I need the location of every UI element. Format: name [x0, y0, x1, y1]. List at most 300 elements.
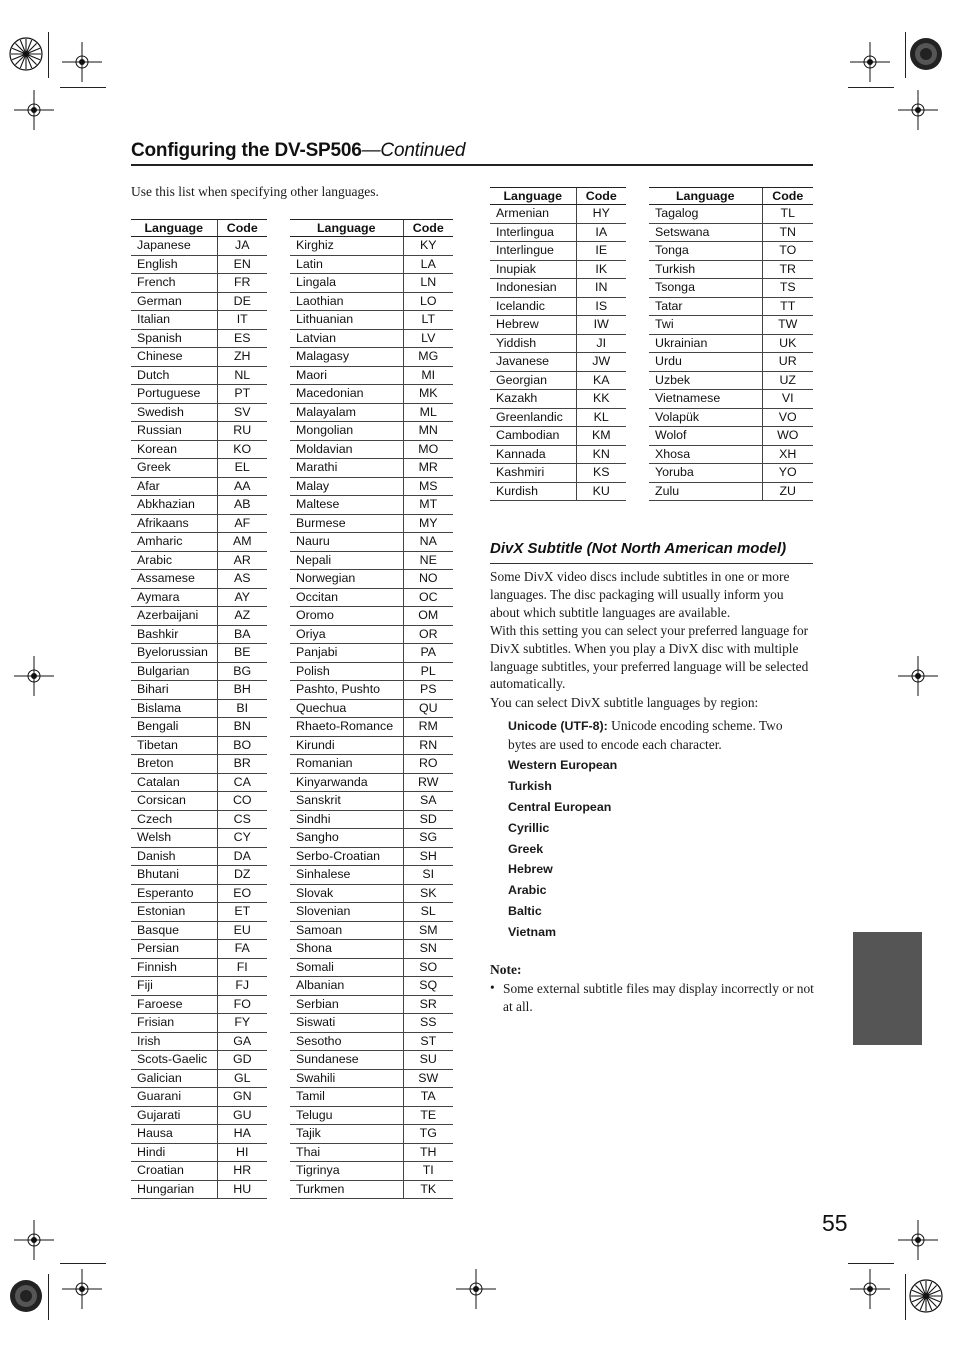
language-name: Basque [131, 921, 217, 940]
crosshair-icon [62, 42, 102, 82]
language-code: UZ [762, 371, 813, 390]
table-row [131, 995, 267, 1014]
language-code: PL [403, 662, 453, 681]
table-row [490, 205, 626, 224]
table-row [290, 422, 453, 441]
table-row [131, 644, 267, 663]
language-code: LT [403, 311, 453, 330]
table-row [290, 514, 453, 533]
language-code: MY [403, 514, 453, 533]
language-code-table [490, 187, 626, 501]
language-name: Maori [290, 366, 403, 385]
language-name: Sanskrit [290, 792, 403, 811]
language-name: Tatar [649, 297, 762, 316]
language-code: TT [762, 297, 813, 316]
table-row [649, 445, 813, 464]
language-name: Slovak [290, 884, 403, 903]
language-name: Kurdish [490, 482, 576, 501]
language-name: Persian [131, 940, 217, 959]
language-name: Japanese [131, 237, 217, 256]
language-name: Hindi [131, 1143, 217, 1162]
language-name: Interlingua [490, 223, 576, 242]
language-code: QU [403, 699, 453, 718]
language-name: Tagalog [649, 205, 762, 224]
language-code: DA [217, 847, 267, 866]
region-item: Hebrew [508, 862, 553, 876]
language-code: EL [217, 459, 267, 478]
language-code: KN [576, 445, 626, 464]
table-row [131, 903, 267, 922]
language-code: GA [217, 1032, 267, 1051]
table-row [131, 1106, 267, 1125]
language-code: AR [217, 551, 267, 570]
paragraph: You can select DivX subtitle languages by region: [490, 695, 759, 710]
language-code: TL [762, 205, 813, 224]
language-code: HA [217, 1125, 267, 1144]
language-code: WO [762, 427, 813, 446]
language-name: Aymara [131, 588, 217, 607]
language-code: KS [576, 464, 626, 483]
table-row [290, 1051, 453, 1070]
column-header-code: Code [403, 220, 453, 237]
table-row [131, 755, 267, 774]
language-name: Latvian [290, 329, 403, 348]
language-code: CY [217, 829, 267, 848]
table-row [290, 1162, 453, 1181]
column-header-language: Language [131, 220, 217, 237]
language-code: DE [217, 292, 267, 311]
table-row [290, 1069, 453, 1088]
table-row [290, 274, 453, 293]
region-item: Central European [508, 800, 612, 814]
language-code: SW [403, 1069, 453, 1088]
language-name: Chinese [131, 348, 217, 367]
table-row [490, 371, 626, 390]
language-name: Esperanto [131, 884, 217, 903]
language-name: Czech [131, 810, 217, 829]
language-code: ML [403, 403, 453, 422]
table-row [131, 681, 267, 700]
language-name: English [131, 255, 217, 274]
language-code: MN [403, 422, 453, 441]
table-row [490, 316, 626, 335]
language-name: Lithuanian [290, 311, 403, 330]
language-code: MT [403, 496, 453, 515]
language-code: FO [217, 995, 267, 1014]
note-text: Some external subtitle files may display incorrectly or not at all. [503, 981, 814, 1014]
section-rule [490, 563, 813, 564]
language-code: BE [217, 644, 267, 663]
language-name: Serbian [290, 995, 403, 1014]
table-row [131, 570, 267, 589]
language-code: BG [217, 662, 267, 681]
table-row [490, 445, 626, 464]
language-code: SV [217, 403, 267, 422]
heading-rule [131, 164, 813, 166]
language-code: ET [217, 903, 267, 922]
language-code: AM [217, 533, 267, 552]
table-row [290, 570, 453, 589]
table-row [649, 427, 813, 446]
language-code: SG [403, 829, 453, 848]
table-row [131, 921, 267, 940]
language-name: Turkmen [290, 1180, 403, 1199]
table-row [290, 755, 453, 774]
table-row [290, 551, 453, 570]
language-name: Dutch [131, 366, 217, 385]
language-name: Somali [290, 958, 403, 977]
table-row [649, 390, 813, 409]
language-name: Yiddish [490, 334, 576, 353]
language-code: JI [576, 334, 626, 353]
language-name: Bengali [131, 718, 217, 737]
column-header-language: Language [490, 188, 576, 205]
language-name: Marathi [290, 459, 403, 478]
language-code: BN [217, 718, 267, 737]
language-code: TR [762, 260, 813, 279]
language-name: Arabic [131, 551, 217, 570]
language-name: French [131, 274, 217, 293]
language-name: Kashmiri [490, 464, 576, 483]
column-header-code: Code [217, 220, 267, 237]
crosshair-icon [14, 90, 54, 130]
crop-line [905, 1274, 906, 1320]
language-code: SQ [403, 977, 453, 996]
table-row [131, 496, 267, 515]
language-name: Laothian [290, 292, 403, 311]
crop-line [60, 87, 106, 88]
language-name: Turkish [649, 260, 762, 279]
table-row [131, 366, 267, 385]
table-row [131, 718, 267, 737]
table-row [290, 977, 453, 996]
region-item: Arabic [508, 883, 547, 897]
language-code: CO [217, 792, 267, 811]
language-name: Kirundi [290, 736, 403, 755]
table-row [131, 422, 267, 441]
table-row [131, 255, 267, 274]
language-name: Tsonga [649, 279, 762, 298]
language-code: BI [217, 699, 267, 718]
language-name: Afrikaans [131, 514, 217, 533]
language-name: Armenian [490, 205, 576, 224]
region-item: Vietnam [508, 925, 556, 939]
language-name: Welsh [131, 829, 217, 848]
language-name: Burmese [290, 514, 403, 533]
table-row [131, 1014, 267, 1033]
table-row [131, 1069, 267, 1088]
crosshair-icon [898, 90, 938, 130]
table-row [290, 292, 453, 311]
registration-rosette-icon [909, 1279, 943, 1313]
table-row [131, 1051, 267, 1070]
language-name: Interlingue [490, 242, 576, 261]
region-item: Baltic [508, 904, 542, 918]
language-name: Macedonian [290, 385, 403, 404]
language-code: OR [403, 625, 453, 644]
language-code: GN [217, 1088, 267, 1107]
language-name: Norwegian [290, 570, 403, 589]
language-name: Breton [131, 755, 217, 774]
registration-rosette-icon [9, 1279, 43, 1313]
language-name: Zulu [649, 482, 762, 501]
unicode-description: Unicode encoding scheme. Two bytes are used to encode each character. [508, 718, 783, 752]
language-name: Sindhi [290, 810, 403, 829]
language-name: Maltese [290, 496, 403, 515]
table-row [131, 348, 267, 367]
language-code: RM [403, 718, 453, 737]
language-name: Bulgarian [131, 662, 217, 681]
section-title: DivX Subtitle (Not North American model) [490, 540, 787, 557]
crosshair-icon [850, 42, 890, 82]
table-row [290, 385, 453, 404]
language-code: JA [217, 237, 267, 256]
language-code: KL [576, 408, 626, 427]
language-code: KU [576, 482, 626, 501]
language-name: Volapük [649, 408, 762, 427]
table-row [290, 829, 453, 848]
language-name: Urdu [649, 353, 762, 372]
table-row [290, 681, 453, 700]
language-name: Siswati [290, 1014, 403, 1033]
table-row [290, 625, 453, 644]
table-row [131, 940, 267, 959]
language-name: Lingala [290, 274, 403, 293]
table-row [131, 551, 267, 570]
language-code: DZ [217, 866, 267, 885]
language-code: HU [217, 1180, 267, 1199]
language-code: KO [217, 440, 267, 459]
language-name: Yoruba [649, 464, 762, 483]
language-code: TA [403, 1088, 453, 1107]
language-code: BR [217, 755, 267, 774]
language-code: CA [217, 773, 267, 792]
language-code-table [290, 219, 453, 1199]
crop-line [48, 1274, 49, 1320]
crosshair-icon [898, 656, 938, 696]
language-code: AZ [217, 607, 267, 626]
table-row [131, 329, 267, 348]
table-row [131, 588, 267, 607]
language-code: ST [403, 1032, 453, 1051]
language-name: Malay [290, 477, 403, 496]
table-row [290, 403, 453, 422]
language-name: Occitan [290, 588, 403, 607]
language-code: MO [403, 440, 453, 459]
registration-rosette-icon [9, 37, 43, 71]
column-header-code: Code [576, 188, 626, 205]
table-row [290, 1180, 453, 1199]
language-name: Oromo [290, 607, 403, 626]
crop-line [60, 1263, 106, 1264]
table-row [290, 847, 453, 866]
language-name: Malayalam [290, 403, 403, 422]
language-name: Icelandic [490, 297, 576, 316]
table-row [490, 482, 626, 501]
language-name: Finnish [131, 958, 217, 977]
table-row [131, 977, 267, 996]
language-code: VI [762, 390, 813, 409]
language-code: SK [403, 884, 453, 903]
language-name: Nauru [290, 533, 403, 552]
table-row [290, 311, 453, 330]
table-row [131, 1032, 267, 1051]
language-code: JW [576, 353, 626, 372]
region-item: Turkish [508, 779, 552, 793]
language-code: BO [217, 736, 267, 755]
language-name: Shona [290, 940, 403, 959]
page-number: 55 [822, 1210, 848, 1236]
language-code: KM [576, 427, 626, 446]
table-row [131, 274, 267, 293]
intro-text: Use this list when specifying other languages. [131, 184, 379, 199]
language-code: IE [576, 242, 626, 261]
language-code: IN [576, 279, 626, 298]
language-name: Tajik [290, 1125, 403, 1144]
language-name: Rhaeto-Romance [290, 718, 403, 737]
table-row [131, 1143, 267, 1162]
table-row [490, 353, 626, 372]
crosshair-icon [62, 1269, 102, 1309]
language-name: Abkhazian [131, 496, 217, 515]
language-name: Guarani [131, 1088, 217, 1107]
unicode-option [508, 717, 814, 754]
language-code: HI [217, 1143, 267, 1162]
language-code: ZH [217, 348, 267, 367]
language-code: LO [403, 292, 453, 311]
language-name: Quechua [290, 699, 403, 718]
crop-line [848, 87, 894, 88]
language-code: HR [217, 1162, 267, 1181]
table-row [290, 718, 453, 737]
language-name: Serbo-Croatian [290, 847, 403, 866]
table-row [290, 588, 453, 607]
language-name: Thai [290, 1143, 403, 1162]
language-code: SS [403, 1014, 453, 1033]
table-row [290, 496, 453, 515]
table-row [131, 810, 267, 829]
table-row [649, 408, 813, 427]
language-code: KK [576, 390, 626, 409]
language-name: Kazakh [490, 390, 576, 409]
table-row [490, 408, 626, 427]
language-name: Bhutani [131, 866, 217, 885]
region-item: Western European [508, 758, 618, 772]
language-code: AS [217, 570, 267, 589]
language-code: LN [403, 274, 453, 293]
language-code: VO [762, 408, 813, 427]
language-name: Kinyarwanda [290, 773, 403, 792]
language-name: Bashkir [131, 625, 217, 644]
language-name: Amharic [131, 533, 217, 552]
table-row [290, 607, 453, 626]
language-code: SO [403, 958, 453, 977]
language-code: FA [217, 940, 267, 959]
table-row [131, 625, 267, 644]
language-code: OM [403, 607, 453, 626]
language-code: IK [576, 260, 626, 279]
language-name: Faroese [131, 995, 217, 1014]
language-code: NA [403, 533, 453, 552]
language-code: SU [403, 1051, 453, 1070]
crop-line [905, 32, 906, 78]
language-code: PT [217, 385, 267, 404]
table-row [290, 940, 453, 959]
language-code: AA [217, 477, 267, 496]
crop-line [848, 1263, 894, 1264]
crop-line [48, 32, 49, 78]
table-row [290, 1106, 453, 1125]
table-row [290, 773, 453, 792]
paragraph: Some DivX video discs include subtitles in one or more languages. The disc packaging will usually inform you about which subtitle languages are available. [490, 569, 790, 620]
table-row [131, 237, 267, 256]
language-code: EU [217, 921, 267, 940]
language-name: Bihari [131, 681, 217, 700]
crosshair-icon [898, 1220, 938, 1260]
language-code: RU [217, 422, 267, 441]
language-name: Polish [290, 662, 403, 681]
language-code: LA [403, 255, 453, 274]
language-code: YO [762, 464, 813, 483]
language-code: SL [403, 903, 453, 922]
table-row [290, 329, 453, 348]
language-name: Sangho [290, 829, 403, 848]
language-name: Tigrinya [290, 1162, 403, 1181]
language-code: MS [403, 477, 453, 496]
table-row [131, 477, 267, 496]
language-code: TO [762, 242, 813, 261]
table-row [131, 311, 267, 330]
language-name: Albanian [290, 977, 403, 996]
language-code: PA [403, 644, 453, 663]
language-name: Latin [290, 255, 403, 274]
language-code: TH [403, 1143, 453, 1162]
language-code: FJ [217, 977, 267, 996]
language-code: TN [762, 223, 813, 242]
language-name: Wolof [649, 427, 762, 446]
language-code: FI [217, 958, 267, 977]
language-name: Cambodian [490, 427, 576, 446]
language-code: SI [403, 866, 453, 885]
table-row [131, 829, 267, 848]
language-code: BA [217, 625, 267, 644]
language-code: EN [217, 255, 267, 274]
language-name: Sundanese [290, 1051, 403, 1070]
column-header-language: Language [649, 188, 762, 205]
language-code: ES [217, 329, 267, 348]
language-code-table [131, 219, 267, 1199]
language-name: Russian [131, 422, 217, 441]
language-name: Swahili [290, 1069, 403, 1088]
table-row [490, 242, 626, 261]
table-row [131, 958, 267, 977]
language-code: PS [403, 681, 453, 700]
language-code: GL [217, 1069, 267, 1088]
table-row [131, 1162, 267, 1181]
table-row [290, 792, 453, 811]
language-code: SM [403, 921, 453, 940]
language-name: Setswana [649, 223, 762, 242]
language-code: FR [217, 274, 267, 293]
table-row [131, 514, 267, 533]
section-side-tab [853, 932, 922, 1045]
language-code: TS [762, 279, 813, 298]
language-name: Galician [131, 1069, 217, 1088]
table-row [490, 279, 626, 298]
table-row [131, 607, 267, 626]
language-name: Twi [649, 316, 762, 335]
language-name: Samoan [290, 921, 403, 940]
